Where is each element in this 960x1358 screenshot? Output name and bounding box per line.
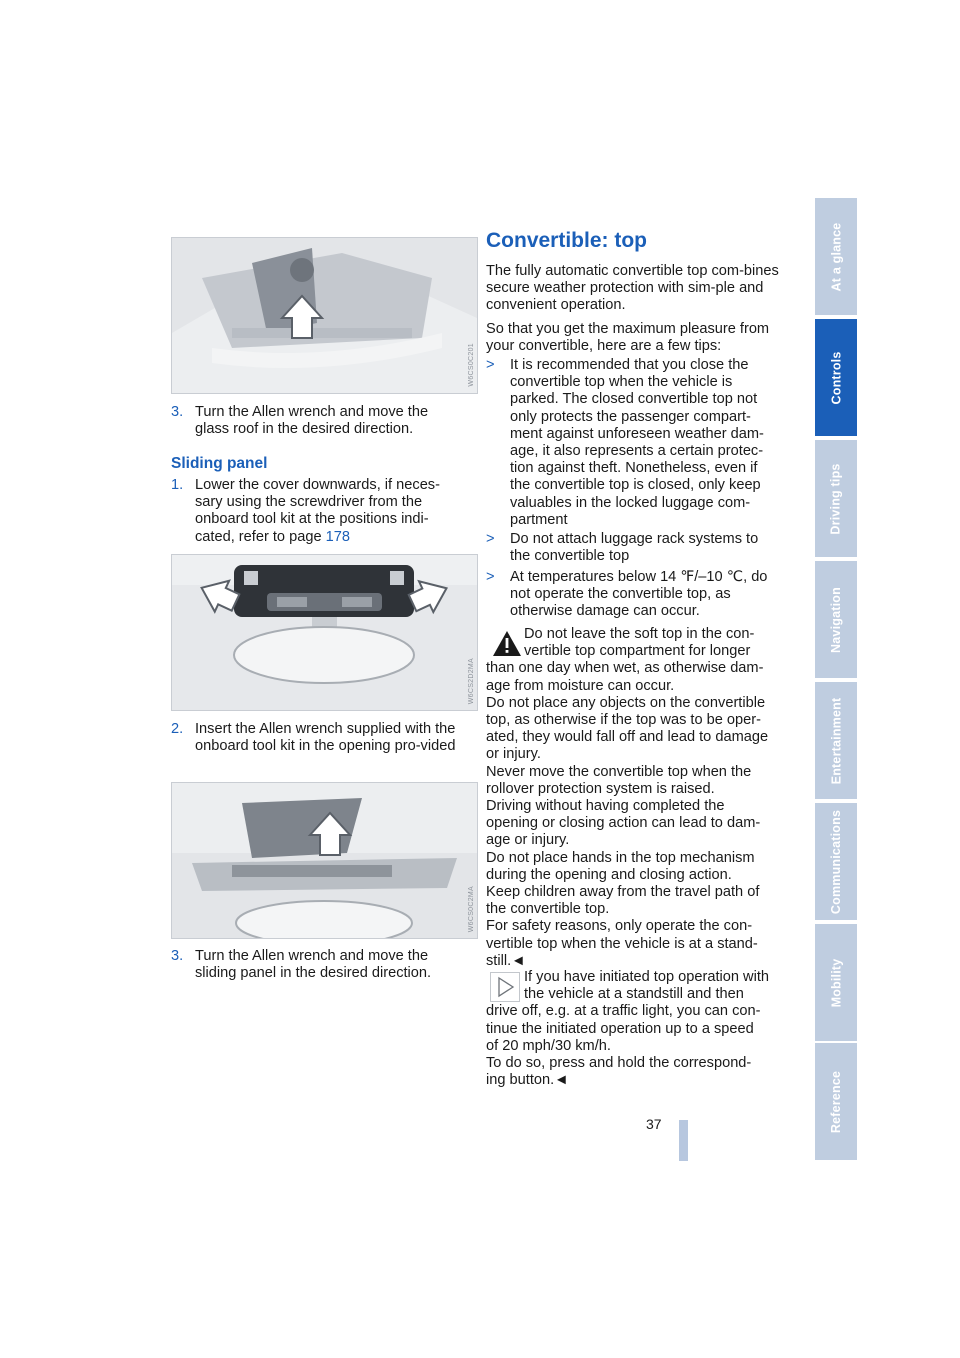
note-line: If you have initiated top operation with bbox=[524, 969, 770, 985]
step-number: 1. bbox=[171, 477, 184, 493]
glass-roof-allen-wrench-illustration bbox=[171, 237, 478, 394]
image-code: W6CS2D2MA bbox=[468, 657, 475, 704]
step-number: 3. bbox=[171, 948, 184, 964]
tab-label: Controls bbox=[829, 351, 843, 404]
tab-communications[interactable] bbox=[815, 803, 857, 920]
warning-line: or injury. bbox=[486, 746, 541, 763]
note-play-icon bbox=[490, 972, 520, 1002]
image-code: W6CS0C2MA bbox=[468, 885, 475, 932]
note-line: the vehicle at a standstill and then bbox=[524, 986, 744, 1003]
intro-paragraph: The fully automatic convertible top com-bines secure weather protection with sim-ple and convenient operation. bbox=[486, 263, 779, 314]
tab-label: Navigation bbox=[829, 586, 843, 653]
bullet-item bbox=[486, 357, 779, 529]
bullet-text: At temperatures below 14 ℉/–10 ℃, do not operate the convertible top, as otherwise damage can occur. bbox=[510, 569, 768, 620]
bullet-item bbox=[486, 531, 779, 565]
warning-line: opening or closing action can lead to dam- bbox=[486, 815, 761, 832]
warning-line: vertible top compartment for longer bbox=[524, 643, 751, 660]
warning-line: the convertible top. bbox=[486, 901, 610, 918]
image-code: W6CS0C201 bbox=[468, 343, 475, 387]
tab-label: Mobility bbox=[829, 958, 844, 1007]
section-heading-convertible-top: Convertible: top bbox=[486, 229, 647, 252]
step-3-sliding-panel bbox=[171, 948, 461, 982]
tab-label: Communications bbox=[829, 809, 844, 914]
warning-block bbox=[486, 626, 782, 970]
warning-line: Do not leave the soft top in the con- bbox=[524, 626, 755, 642]
warning-line: age or injury. bbox=[486, 832, 570, 849]
side-tab-bar bbox=[815, 198, 857, 1160]
warning-line: vertible top when the vehicle is at a stand- bbox=[486, 935, 758, 952]
step-1-lower-cover bbox=[171, 477, 461, 546]
warning-line: Never move the convertible top when the bbox=[486, 763, 752, 780]
warning-line: Do not place any objects on the convertible bbox=[486, 694, 766, 711]
page-number-marker bbox=[679, 1120, 688, 1161]
note-line: drive off, e.g. at a traffic light, you can con- bbox=[486, 1003, 761, 1020]
step-number: 3. bbox=[171, 404, 184, 420]
sliding-panel-wrench-illustration bbox=[171, 782, 478, 939]
tab-label: Reference bbox=[829, 1070, 843, 1133]
warning-line: Do not place hands in the top mechanism bbox=[486, 849, 755, 866]
page-number: 37 bbox=[646, 1116, 662, 1132]
tab-label: At a glance bbox=[829, 222, 844, 291]
tab-reference[interactable] bbox=[815, 1043, 857, 1160]
bullet-marker: > bbox=[486, 569, 495, 585]
warning-line: top, as otherwise if the top was to be oper- bbox=[486, 712, 762, 729]
step-3-glass-roof bbox=[171, 404, 461, 438]
warning-line: than one day when wet, as otherwise dam- bbox=[486, 660, 764, 677]
warning-line: rollover protection system is raised. bbox=[486, 780, 715, 797]
warning-triangle-icon bbox=[492, 630, 522, 657]
warning-line: Keep children away from the travel path of bbox=[486, 884, 760, 901]
note-line: To do so, press and hold the correspond- bbox=[486, 1055, 752, 1072]
tab-driving-tips[interactable] bbox=[815, 440, 857, 557]
bullet-marker: > bbox=[486, 531, 495, 547]
step-text: Insert the Allen wrench supplied with the onboard tool kit in the opening pro-vided bbox=[195, 721, 456, 755]
warning-line: age from moisture can occur. bbox=[486, 677, 675, 694]
note-line: ing button.◄ bbox=[486, 1072, 569, 1089]
tab-entertainment[interactable] bbox=[815, 682, 857, 799]
section-heading-sliding-panel: Sliding panel bbox=[171, 455, 268, 472]
tab-label: Entertainment bbox=[829, 697, 844, 784]
tab-mobility[interactable] bbox=[815, 924, 857, 1041]
bullet-item bbox=[486, 569, 779, 621]
tab-navigation[interactable] bbox=[815, 561, 857, 678]
step-text: Lower the cover downwards, if neces-sary using the screwdriver from the onboard tool kit at the positions indi-cated, refer to page bbox=[195, 477, 440, 545]
warning-line: For safety reasons, only operate the con- bbox=[486, 918, 753, 935]
tab-label: Driving tips bbox=[829, 462, 843, 535]
note-line: tinue the initiated operation up to a speed bbox=[486, 1020, 754, 1037]
mirror-cover-positions-illustration bbox=[171, 554, 478, 711]
warning-line: still.◄ bbox=[486, 952, 526, 969]
warning-line: ated, they would fall off and lead to damage bbox=[486, 729, 769, 746]
tab-at-a-glance[interactable] bbox=[815, 198, 857, 315]
bullet-text: It is recommended that you close the convertible top when the vehicle is parked. The closed convertible top not only protects the passenger compart-ment against unforeseen weather dam-age, it also represents a certain protec-tion against theft. Nonetheless, even if the convertible top is closed, only keep valuables in the locked luggage com-partment bbox=[510, 357, 764, 528]
warning-line: during the opening and closing action. bbox=[486, 866, 732, 883]
bullet-text: Do not attach luggage rack systems to the convertible top bbox=[510, 531, 759, 565]
warning-line: Driving without having completed the bbox=[486, 798, 725, 815]
page-reference-link[interactable]: 178 bbox=[325, 528, 350, 545]
bullet-marker: > bbox=[486, 357, 495, 373]
note-line: of 20 mph/30 km/h. bbox=[486, 1037, 611, 1054]
step-text: Turn the Allen wrench and move the sliding panel in the desired direction. bbox=[195, 948, 432, 982]
step-number: 2. bbox=[171, 721, 184, 737]
note-block bbox=[486, 969, 782, 1089]
intro-paragraph: So that you get the maximum pleasure from your convertible, here are a few tips: bbox=[486, 321, 770, 355]
step-2-insert-wrench bbox=[171, 721, 461, 755]
tab-controls[interactable] bbox=[815, 319, 857, 436]
step-text: Turn the Allen wrench and move the glass roof in the desired direction. bbox=[195, 404, 429, 438]
